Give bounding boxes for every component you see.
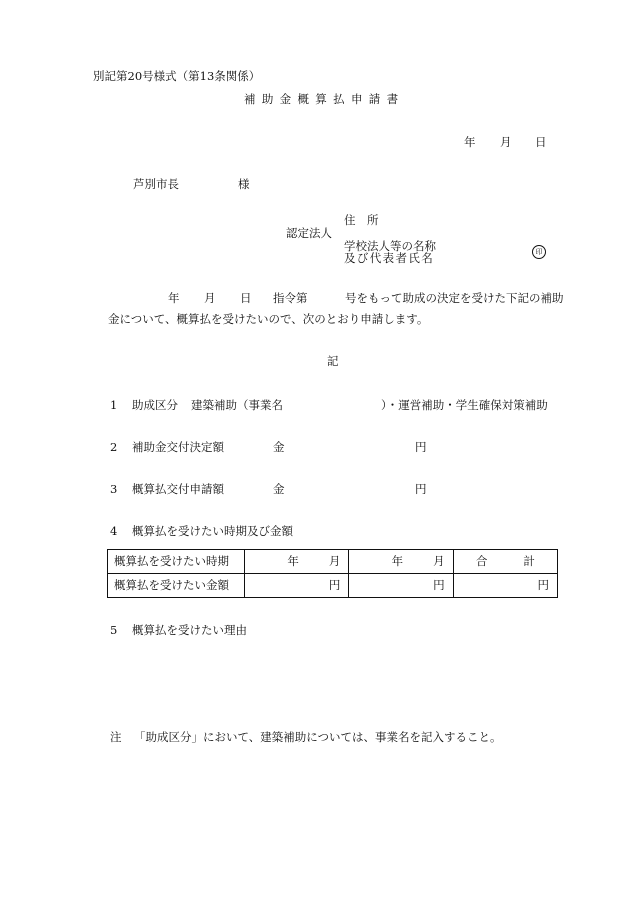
row1-month-1: 月 (328, 553, 341, 568)
row1-total-header (453, 550, 557, 574)
seal-mark-icon: 印 (532, 245, 546, 259)
document-title: 補助金概算払申請書 (244, 92, 405, 106)
item2-kin: 金 (273, 440, 285, 454)
row2-yen-2: 円 (433, 577, 445, 592)
body-month-label: 月 (204, 291, 216, 305)
item3-label: 概算払交付申請額 (132, 482, 224, 496)
item2-number: 2 (110, 440, 118, 454)
date-month-label: 月 (500, 135, 512, 149)
item4-number: 4 (110, 524, 118, 538)
row1-year-2: 年 (391, 553, 404, 568)
item3-number: 3 (110, 482, 118, 496)
row1-month-2: 月 (433, 553, 445, 568)
form-reference: 別記第20号様式（第13条関係） (93, 69, 261, 83)
addressee-name: 芦別市長 (133, 177, 179, 191)
body-line2: 金について、概算払を受けたいので、次のとおり申請します。 (108, 312, 429, 326)
row1-period-1[interactable] (245, 550, 349, 574)
item2-label: 補助金交付決定額 (132, 440, 224, 454)
row2-amount-total[interactable] (453, 574, 557, 598)
item5-number: 5 (110, 623, 118, 637)
row2-amount-1[interactable] (245, 574, 349, 598)
applicant-name-label-2: 及び代表者氏名 (344, 251, 435, 265)
row2-amount-2[interactable] (349, 574, 453, 598)
item1-value-start: 建築補助（事業名 (191, 398, 283, 412)
note-text: 「助成区分」において、建築補助については、事業名を記入すること。 (134, 730, 502, 744)
row1-label: 概算払を受けたい時期 (108, 550, 245, 574)
row1-year-1: 年 (287, 553, 299, 568)
row1-total-2: 計 (523, 553, 535, 568)
item2-yen: 円 (415, 440, 427, 454)
row2-yen-1: 円 (328, 577, 341, 592)
row2-label: 概算払を受けたい金額 (108, 574, 245, 598)
item5-label: 概算払を受けたい理由 (132, 623, 247, 637)
addressee-honorific: 様 (238, 177, 250, 191)
item3-yen: 円 (415, 482, 427, 496)
table-row (108, 574, 558, 598)
item4-label: 概算払を受けたい時期及び金額 (132, 524, 293, 538)
body-line1-rest: 号をもって助成の決定を受けた下記の補助 (345, 291, 564, 305)
table-row (108, 550, 558, 574)
date-day-label: 日 (535, 135, 547, 149)
applicant-label: 認定法人 (286, 226, 332, 240)
item1-number: 1 (110, 398, 118, 412)
body-day-label: 日 (240, 291, 252, 305)
item3-kin: 金 (273, 482, 285, 496)
timing-amount-table (107, 549, 558, 598)
body-year-label: 年 (168, 291, 180, 305)
row1-total-1: 合 (475, 553, 488, 568)
applicant-name-label-1: 学校法人等の名称 (344, 239, 436, 253)
applicant-address-label: 住 所 (344, 213, 379, 227)
date-year-label: 年 (464, 135, 476, 149)
body-order-label: 指令第 (273, 291, 308, 305)
row2-yen-total: 円 (537, 577, 549, 592)
note-prefix: 注 (110, 730, 122, 744)
row1-period-2[interactable] (349, 550, 453, 574)
ki-heading: 記 (327, 354, 339, 368)
item1-label: 助成区分 (132, 398, 178, 412)
item1-value-end: ）・運営補助・学生確保対策補助 (381, 398, 548, 412)
